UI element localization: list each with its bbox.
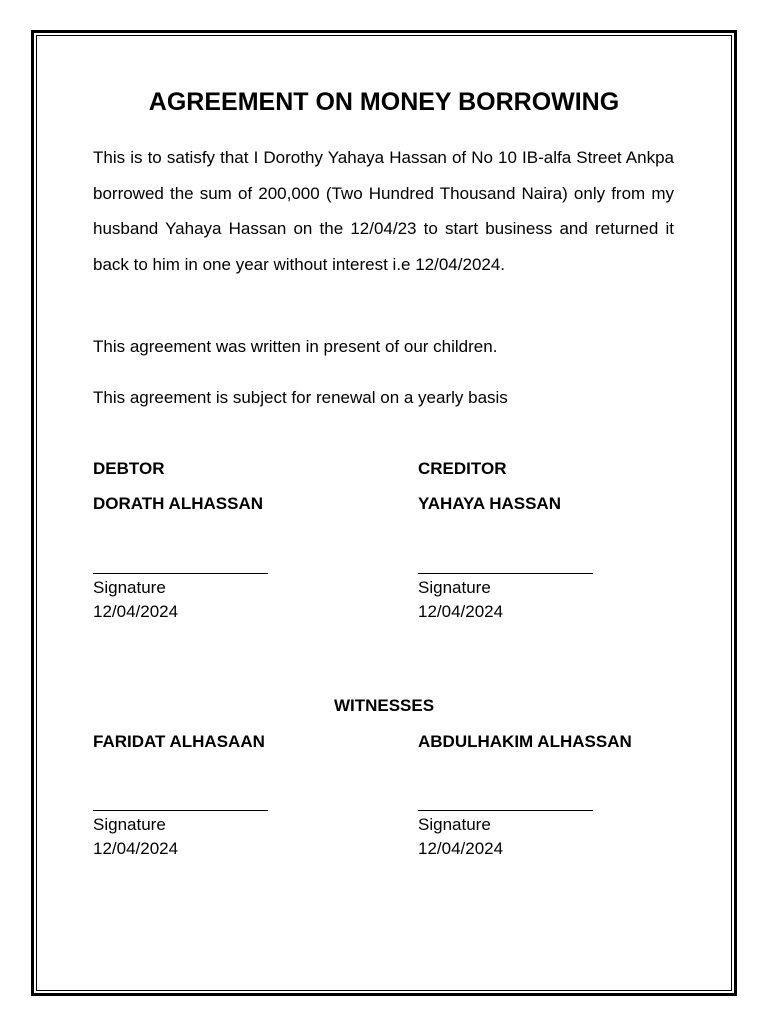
witness-left-name: FARIDAT ALHASAAN (93, 732, 265, 751)
witness-left-date: 12/04/2024 (93, 839, 179, 858)
debtor-role-label: DEBTOR (93, 459, 165, 478)
creditor-date: 12/04/2024 (418, 602, 504, 621)
witness-left-signature-line (93, 792, 268, 811)
creditor-signature-label: Signature (418, 578, 491, 597)
debtor-date: 12/04/2024 (93, 602, 179, 621)
children-statement: This agreement was written in present of our children. (93, 337, 498, 356)
debtor-name: DORATH ALHASSAN (93, 494, 263, 513)
witnesses-heading: WITNESSES (333, 696, 435, 715)
creditor-signature-line (418, 555, 593, 574)
creditor-role-label: CREDITOR (418, 459, 507, 478)
witness-right-signature-line (418, 792, 593, 811)
creditor-name: YAHAYA HASSAN (418, 494, 561, 513)
witness-right-name: ABDULHAKIM ALHASSAN (418, 732, 632, 751)
witness-right-date: 12/04/2024 (418, 839, 504, 858)
witness-right-signature-label: Signature (418, 815, 491, 834)
document-title: AGREEMENT ON MONEY BORROWING (148, 88, 620, 116)
renewal-statement: This agreement is subject for renewal on a yearly basis (93, 388, 508, 407)
debtor-signature-line (93, 555, 268, 574)
witness-left-signature-label: Signature (93, 815, 166, 834)
debtor-signature-label: Signature (93, 578, 166, 597)
agreement-paragraph: This is to satisfy that I Dorothy Yahaya Hassan of No 10 IB-alfa Street Ankpa borrowed the sum of 200,000 (Two Hundred Thousand Naira) only from my husband Yahaya Hassan on the 12/04/23 to start business and returned it back to him in one year without interest i.e 12/04/2024. (93, 148, 674, 274)
